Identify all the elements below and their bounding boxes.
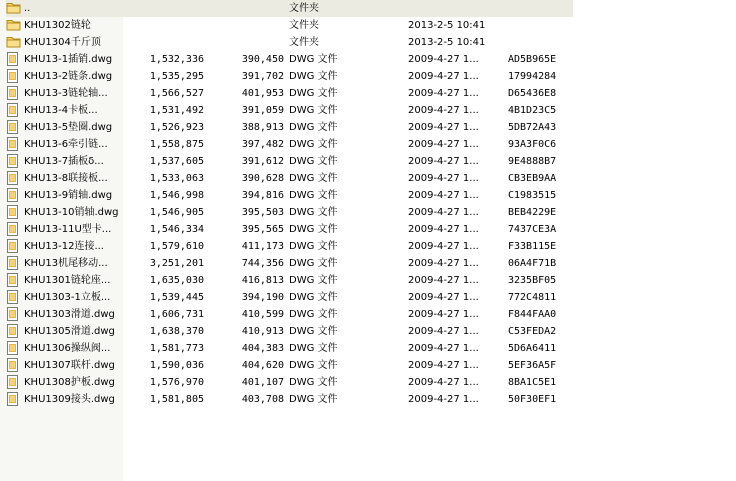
file-type: DWG 文件 [289,156,338,167]
file-size: 1,531,492 [149,105,204,116]
crc-value: C53FEDA2 [508,326,557,337]
file-name: KHU13-2链条.dwg [24,71,113,82]
folder-up-icon [6,0,22,17]
file-size: 1,576,970 [149,377,204,388]
dwg-file-icon [6,255,22,272]
packed-size: 391,059 [241,105,284,116]
dwg-file-icon [6,68,22,85]
list-item[interactable] [6,357,736,374]
file-size: 1,526,923 [149,122,204,133]
packed-size: 416,813 [241,275,284,286]
file-type: DWG 文件 [289,258,338,269]
crc-value: 06A4F71B [508,258,557,269]
list-item[interactable] [6,238,736,255]
packed-size [208,34,284,51]
file-type: DWG 文件 [289,54,338,65]
packed-size: 410,599 [241,309,284,320]
packed-size: 401,107 [241,377,284,388]
file-type: DWG 文件 [289,105,338,116]
file-size: 1,635,030 [149,275,204,286]
list-item[interactable] [6,391,736,408]
file-type: DWG 文件 [289,360,338,371]
crc-value: 4B1D23C5 [508,105,557,116]
file-name: KHU13-3链轮轴... [24,88,108,99]
file-name: KHU13-7插板δ... [24,156,104,167]
file-type: DWG 文件 [289,71,338,82]
packed-size: 411,173 [241,241,284,252]
packed-size: 391,612 [241,156,284,167]
modified-date: 2009-4-27 1... [408,173,479,184]
file-size: 1,579,610 [149,241,204,252]
crc-value: 3235BF05 [508,275,557,286]
packed-size: 744,356 [241,258,284,269]
file-size: 1,546,905 [149,207,204,218]
packed-size: 403,708 [241,394,284,405]
packed-size: 390,628 [241,173,284,184]
file-name: KHU1302链轮 [24,20,91,31]
file-name: KHU1308护板.dwg [24,377,115,388]
crc-value: 5DB72A43 [508,122,557,133]
list-item[interactable] [6,170,736,187]
list-item[interactable] [6,85,736,102]
modified-date [408,0,503,17]
list-item[interactable] [6,221,736,238]
dwg-file-icon [6,272,22,289]
file-size: 3,251,201 [149,258,204,269]
dwg-file-icon [6,102,22,119]
modified-date: 2009-4-27 1... [408,377,479,388]
packed-size: 395,565 [241,224,284,235]
list-item[interactable] [6,68,736,85]
file-type: DWG 文件 [289,88,338,99]
dwg-file-icon [6,221,22,238]
crc-value: 8BA1C5E1 [508,377,557,388]
file-name: KHU13-1插销.dwg [24,54,113,65]
packed-size: 390,450 [241,54,284,65]
packed-size: 404,620 [241,360,284,371]
modified-date: 2009-4-27 1... [408,156,479,167]
file-size: 1,638,370 [149,326,204,337]
file-type: 文件夹 [289,37,319,48]
file-name: KHU13-5垫圈.dwg [24,122,113,133]
crc-value: 50F30EF1 [508,394,557,405]
crc-value: F33B115E [508,241,557,252]
file-name: KHU13-6牵引链... [24,139,108,150]
modified-date: 2009-4-27 1... [408,343,479,354]
packed-size: 401,953 [241,88,284,99]
modified-date: 2009-4-27 1... [408,258,479,269]
file-name: KHU13-11U型卡... [24,224,112,235]
crc-value [508,17,568,34]
dwg-file-icon [6,51,22,68]
crc-value: 17994284 [508,71,557,82]
file-size: 1,532,336 [149,54,204,65]
packed-size: 395,503 [241,207,284,218]
crc-value: F844FAA0 [508,309,557,320]
file-name: KHU13-9销轴.dwg [24,190,113,201]
list-item[interactable] [6,187,736,204]
modified-date: 2009-4-27 1... [408,241,479,252]
file-type: DWG 文件 [289,190,338,201]
crc-value: C1983515 [508,190,557,201]
dwg-file-icon [6,374,22,391]
file-type: DWG 文件 [289,292,338,303]
file-name: KHU13机尾移动... [24,258,108,269]
file-size [124,34,204,51]
file-name: KHU1301链轮座... [24,275,111,286]
file-type: DWG 文件 [289,343,338,354]
crc-value: 5EF36A5F [508,360,557,371]
file-size: 1,606,731 [149,309,204,320]
crc-value: 772C4811 [508,292,557,303]
crc-value: CB3EB9AA [508,173,557,184]
modified-date: 2009-4-27 1... [408,275,479,286]
file-type: DWG 文件 [289,377,338,388]
file-name: KHU13-4卡板... [24,105,98,116]
dwg-file-icon [6,306,22,323]
list-item[interactable] [6,34,736,51]
file-name: KHU1304千斤顶 [24,37,101,48]
file-name: KHU1303滑道.dwg [24,309,115,320]
file-type: DWG 文件 [289,326,338,337]
dwg-file-icon [6,119,22,136]
packed-size [208,17,284,34]
file-size: 1,581,773 [149,343,204,354]
crc-value: 93A3F0C6 [508,139,557,150]
modified-date: 2013-2-5 10:41 [408,20,486,31]
list-item[interactable] [6,153,736,170]
file-size: 1,537,605 [149,156,204,167]
list-item[interactable] [6,119,736,136]
list-item[interactable] [6,102,736,119]
dwg-file-icon [6,357,22,374]
file-name: KHU13-8联接板... [24,173,108,184]
modified-date: 2009-4-27 1... [408,139,479,150]
file-type: DWG 文件 [289,207,338,218]
file-type: DWG 文件 [289,173,338,184]
file-size: 1,539,445 [149,292,204,303]
file-name: KHU1303-1立板... [24,292,111,303]
list-item[interactable] [6,340,736,357]
list-item[interactable] [6,323,736,340]
dwg-file-icon [6,391,22,408]
file-type: DWG 文件 [289,309,338,320]
list-item[interactable] [6,51,736,68]
modified-date: 2009-4-27 1... [408,122,479,133]
crc-value [508,34,568,51]
file-size: 1,535,295 [149,71,204,82]
list-item[interactable] [6,17,736,34]
file-name: KHU1305滑道.dwg [24,326,115,337]
packed-size: 394,190 [241,292,284,303]
modified-date: 2009-4-27 1... [408,326,479,337]
dwg-file-icon [6,340,22,357]
file-type: DWG 文件 [289,122,338,133]
list-item[interactable] [6,374,736,391]
crc-value: 7437CE3A [508,224,557,235]
file-name: .. [24,3,31,14]
list-item[interactable] [6,136,736,153]
list-item[interactable] [6,204,736,221]
packed-size [208,0,284,17]
modified-date: 2009-4-27 1... [408,71,479,82]
folder-icon [6,17,22,34]
file-size: 1,546,998 [149,190,204,201]
file-name: KHU1306操纵阀... [24,343,111,354]
modified-date: 2009-4-27 1... [408,224,479,235]
file-type: DWG 文件 [289,241,338,252]
file-name: KHU1309接头.dwg [24,394,115,405]
file-size [124,0,204,17]
list-item[interactable] [6,0,736,17]
file-name: KHU1307联杆.dwg [24,360,115,371]
modified-date: 2013-2-5 10:41 [408,37,486,48]
file-size: 1,590,036 [149,360,204,371]
dwg-file-icon [6,289,22,306]
file-name: KHU13-12连接... [24,241,104,252]
modified-date: 2009-4-27 1... [408,292,479,303]
crc-value: D65436E8 [508,88,557,99]
packed-size: 404,383 [241,343,284,354]
list-item[interactable] [6,272,736,289]
crc-value: BEB4229E [508,207,557,218]
file-type: 文件夹 [289,3,319,14]
file-type: DWG 文件 [289,139,338,150]
file-size: 1,546,334 [149,224,204,235]
dwg-file-icon [6,204,22,221]
list-item[interactable] [6,306,736,323]
dwg-file-icon [6,136,22,153]
modified-date: 2009-4-27 1... [408,207,479,218]
packed-size: 391,702 [241,71,284,82]
folder-icon [6,34,22,51]
modified-date: 2009-4-27 1... [408,309,479,320]
modified-date: 2009-4-27 1... [408,190,479,201]
file-size: 1,558,875 [149,139,204,150]
file-type: 文件夹 [289,20,319,31]
file-type: DWG 文件 [289,224,338,235]
modified-date: 2009-4-27 1... [408,105,479,116]
dwg-file-icon [6,170,22,187]
dwg-file-icon [6,187,22,204]
crc-value [508,0,568,17]
file-type: DWG 文件 [289,275,338,286]
crc-value: 5D6A6411 [508,343,557,354]
file-size: 1,566,527 [149,88,204,99]
modified-date: 2009-4-27 1... [408,360,479,371]
modified-date: 2009-4-27 1... [408,54,479,65]
dwg-file-icon [6,85,22,102]
file-size: 1,533,063 [149,173,204,184]
packed-size: 410,913 [241,326,284,337]
file-type: DWG 文件 [289,394,338,405]
modified-date: 2009-4-27 1... [408,394,479,405]
dwg-file-icon [6,323,22,340]
file-size: 1,581,805 [149,394,204,405]
modified-date: 2009-4-27 1... [408,88,479,99]
file-name: KHU13-10销轴.dwg [24,207,119,218]
crc-value: 9E4888B7 [508,156,557,167]
packed-size: 388,913 [241,122,284,133]
packed-size: 397,482 [241,139,284,150]
file-size [124,17,204,34]
dwg-file-icon [6,238,22,255]
list-item[interactable] [6,289,736,306]
packed-size: 394,816 [241,190,284,201]
crc-value: AD5B965E [508,54,557,65]
dwg-file-icon [6,153,22,170]
list-item[interactable] [6,255,736,272]
